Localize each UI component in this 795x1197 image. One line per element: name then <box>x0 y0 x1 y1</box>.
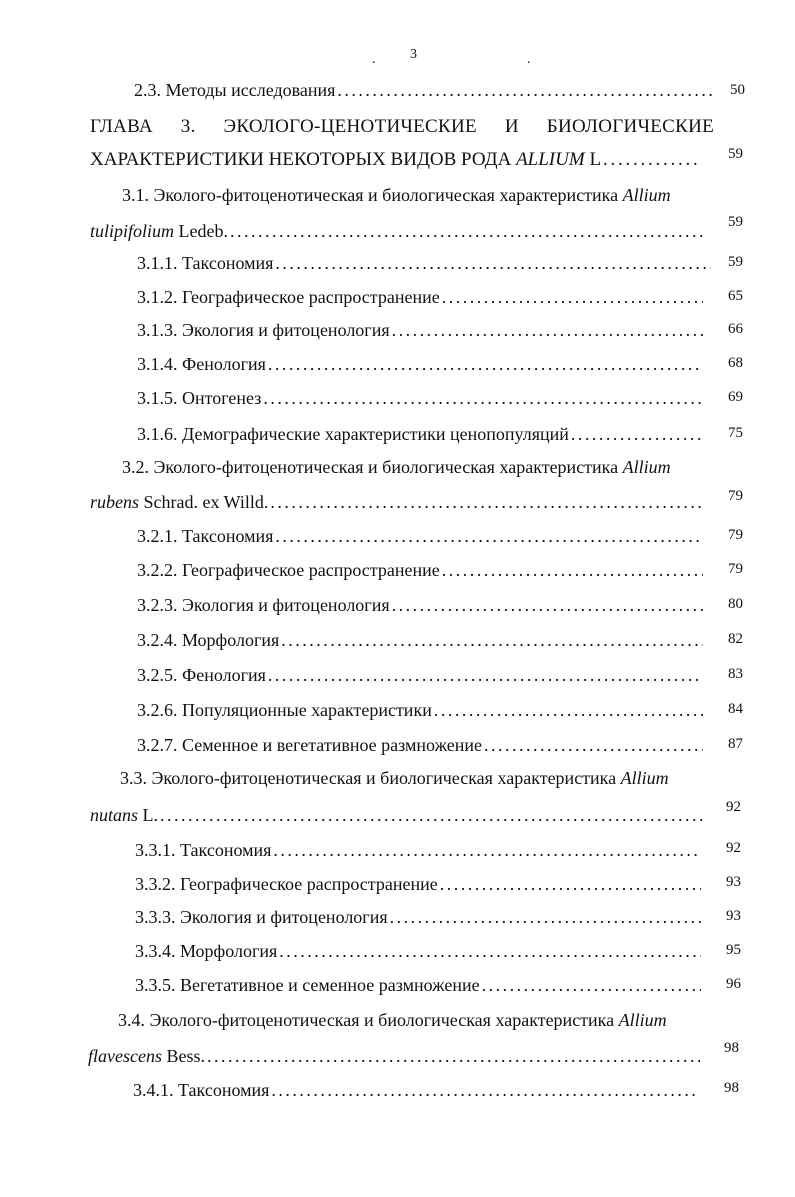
toc-entry-3-2-3[interactable]: 3.2.3. Экология и фитоценология . . . <box>137 595 703 619</box>
toc-leader-dots <box>571 424 705 445</box>
toc-leader-dots <box>275 526 703 547</box>
toc-leader-dots <box>482 975 701 996</box>
toc-leader-dots <box>230 221 702 242</box>
toc-page-number: 98 <box>724 1080 739 1096</box>
toc-leader-dots <box>337 80 714 101</box>
toc-page-number: 98 <box>724 1040 739 1056</box>
toc-leader-dots <box>268 354 703 375</box>
toc-entry-3-3-line2[interactable]: nutans L. . . . <box>90 805 702 829</box>
toc-entry-2-3[interactable] <box>134 80 714 104</box>
toc-entry-3-1-6[interactable]: 3.1.6. Демографические характеристики ценопопуляций . . . <box>137 424 705 448</box>
chapter-3-heading-line1[interactable] <box>90 116 714 138</box>
toc-entry-label: 2.3. Методы исследования <box>134 80 336 100</box>
toc-page-number: 68 <box>728 355 743 371</box>
toc-entry-3-3-3[interactable]: 3.3.3. Экология и фитоценология . . . <box>135 907 701 931</box>
chapter-word: БИОЛОГИЧЕСКИЕ <box>546 116 714 137</box>
toc-page-number: 95 <box>726 942 741 958</box>
toc-entry-3-2-4[interactable]: 3.2.4. Морфология . . . <box>137 630 703 654</box>
toc-entry-3-3-2[interactable]: 3.3.2. Географическое распространение . . . <box>135 874 701 898</box>
toc-entry-3-2-2[interactable]: 3.2.2. Географическое распространение . . . <box>137 560 703 584</box>
toc-page-number: 92 <box>726 840 741 856</box>
toc-leader-dots <box>207 1046 700 1067</box>
toc-entry-3-2-5[interactable]: 3.2.5. Фенология . . . <box>137 665 703 689</box>
toc-page-number: 80 <box>728 596 743 612</box>
toc-entry-3-2-1[interactable]: 3.2.1. Таксономия . . . <box>137 526 703 550</box>
toc-leader-dots <box>484 735 703 756</box>
chapter-line2-suffix: L <box>584 149 602 170</box>
toc-leader-dots <box>434 700 703 721</box>
toc-leader-dots <box>270 492 702 513</box>
toc-entry-3-1-5[interactable]: 3.1.5. Онтогенез . . . <box>137 388 703 412</box>
toc-page-number: 66 <box>728 321 743 337</box>
chapter-word: И <box>504 116 519 137</box>
toc-page-number: 50 <box>730 82 745 98</box>
toc-entry-3-1-2[interactable]: 3.1.2. Географическое распространение . . . <box>137 287 703 311</box>
chapter-line2-prefix: ХАРАКТЕРИСТИКИ НЕКОТОРЫХ ВИДОВ РОДА <box>90 149 517 170</box>
chapter-word: ГЛАВА <box>90 116 153 137</box>
toc-page-number: 79 <box>728 527 743 543</box>
toc-leader-dots <box>442 287 703 308</box>
toc-page-number: 79 <box>728 488 743 504</box>
toc-leader-dots <box>271 1080 699 1101</box>
toc-entry-3-3-4[interactable]: 3.3.4. Морфология . . . <box>135 941 701 965</box>
toc-page-number: 83 <box>728 666 743 682</box>
toc-page-number: 93 <box>726 874 741 890</box>
toc-leader-dots <box>268 665 703 686</box>
toc-leader-dots <box>279 941 701 962</box>
toc-page-number: 65 <box>728 288 743 304</box>
toc-entry-3-4-1[interactable]: 3.4.1. Таксономия . . . <box>133 1080 699 1104</box>
toc-entry-3-2-7[interactable]: 3.2.7. Семенное и вегетативное размножение . . . <box>137 735 703 759</box>
toc-leader-dots <box>390 907 701 928</box>
toc-page-number: 79 <box>728 561 743 577</box>
toc-page-number: 59 <box>728 146 743 162</box>
toc-page-number: 59 <box>728 254 743 270</box>
toc-page-number: 69 <box>728 389 743 405</box>
toc-entry-3-2-6[interactable]: 3.2.6. Популяционные характеристики . . . <box>137 700 703 724</box>
toc-leader-dots <box>281 630 703 651</box>
toc-leader-dots <box>263 388 703 409</box>
toc-page-number: 75 <box>728 425 743 441</box>
toc-entry-3-3-1[interactable]: 3.3.1. Таксономия . . . <box>135 840 701 864</box>
toc-page-number: 84 <box>728 701 743 717</box>
toc-entry-3-3-5[interactable]: 3.3.5. Вегетативное и семенное размножение . . . <box>135 975 701 999</box>
toc-leader-dots <box>392 595 703 616</box>
stray-mark-left: . <box>372 52 376 67</box>
toc-entry-3-1-line1[interactable]: 3.1. Эколого-фитоценотическая и биологическая характеристика Allium <box>122 185 671 205</box>
toc-page-number: 93 <box>726 908 741 924</box>
toc-leader-dots <box>442 560 703 581</box>
toc-entry-3-1-1[interactable]: 3.1.1. Таксономия . . . <box>137 253 711 277</box>
toc-page-number: 82 <box>728 631 743 647</box>
page-number: 3 <box>410 47 417 62</box>
toc-leader-dots <box>273 840 701 861</box>
toc-page-number: 87 <box>728 736 743 752</box>
chapter-line2-italic: ALLIUM <box>516 149 585 170</box>
chapter-3-heading-line2[interactable] <box>90 149 702 173</box>
toc-page-number: 92 <box>726 799 741 815</box>
chapter-word: ЭКОЛОГО-ЦЕНОТИЧЕСКИЕ <box>223 116 477 137</box>
toc-leader-dots <box>440 874 701 895</box>
toc-leader-dots <box>392 320 703 341</box>
chapter-word: 3. <box>180 116 196 137</box>
toc-entry-3-4-line2[interactable]: flavescens Bess. . . . <box>88 1046 700 1070</box>
toc-page-number: 96 <box>726 976 741 992</box>
toc-entry-3-2-line1[interactable]: 3.2. Эколого-фитоценотическая и биологическая характеристика Allium <box>122 457 671 477</box>
toc-entry-3-1-3[interactable]: 3.1.3. Экология и фитоценология . . . <box>137 320 703 344</box>
toc-entry-3-3-line1[interactable]: 3.3. Эколого-фитоценотическая и биологическая характеристика Allium <box>120 768 669 788</box>
toc-page-number: 59 <box>728 214 743 230</box>
toc-entry-3-1-line2[interactable]: tulipifolium Ledeb. . . . <box>90 221 702 245</box>
toc-entry-3-1-4[interactable]: 3.1.4. Фенология . . . <box>137 354 703 378</box>
stray-mark: . <box>527 52 531 67</box>
toc-leader-dots <box>275 253 711 274</box>
toc-leader-dots <box>603 149 702 171</box>
toc-entry-3-2-line2[interactable]: rubens Schrad. ex Willd. . . . <box>90 492 702 516</box>
toc-leader-dots <box>160 805 702 826</box>
toc-entry-3-4-line1[interactable]: 3.4. Эколого-фитоценотическая и биологическая характеристика Allium <box>118 1010 667 1030</box>
